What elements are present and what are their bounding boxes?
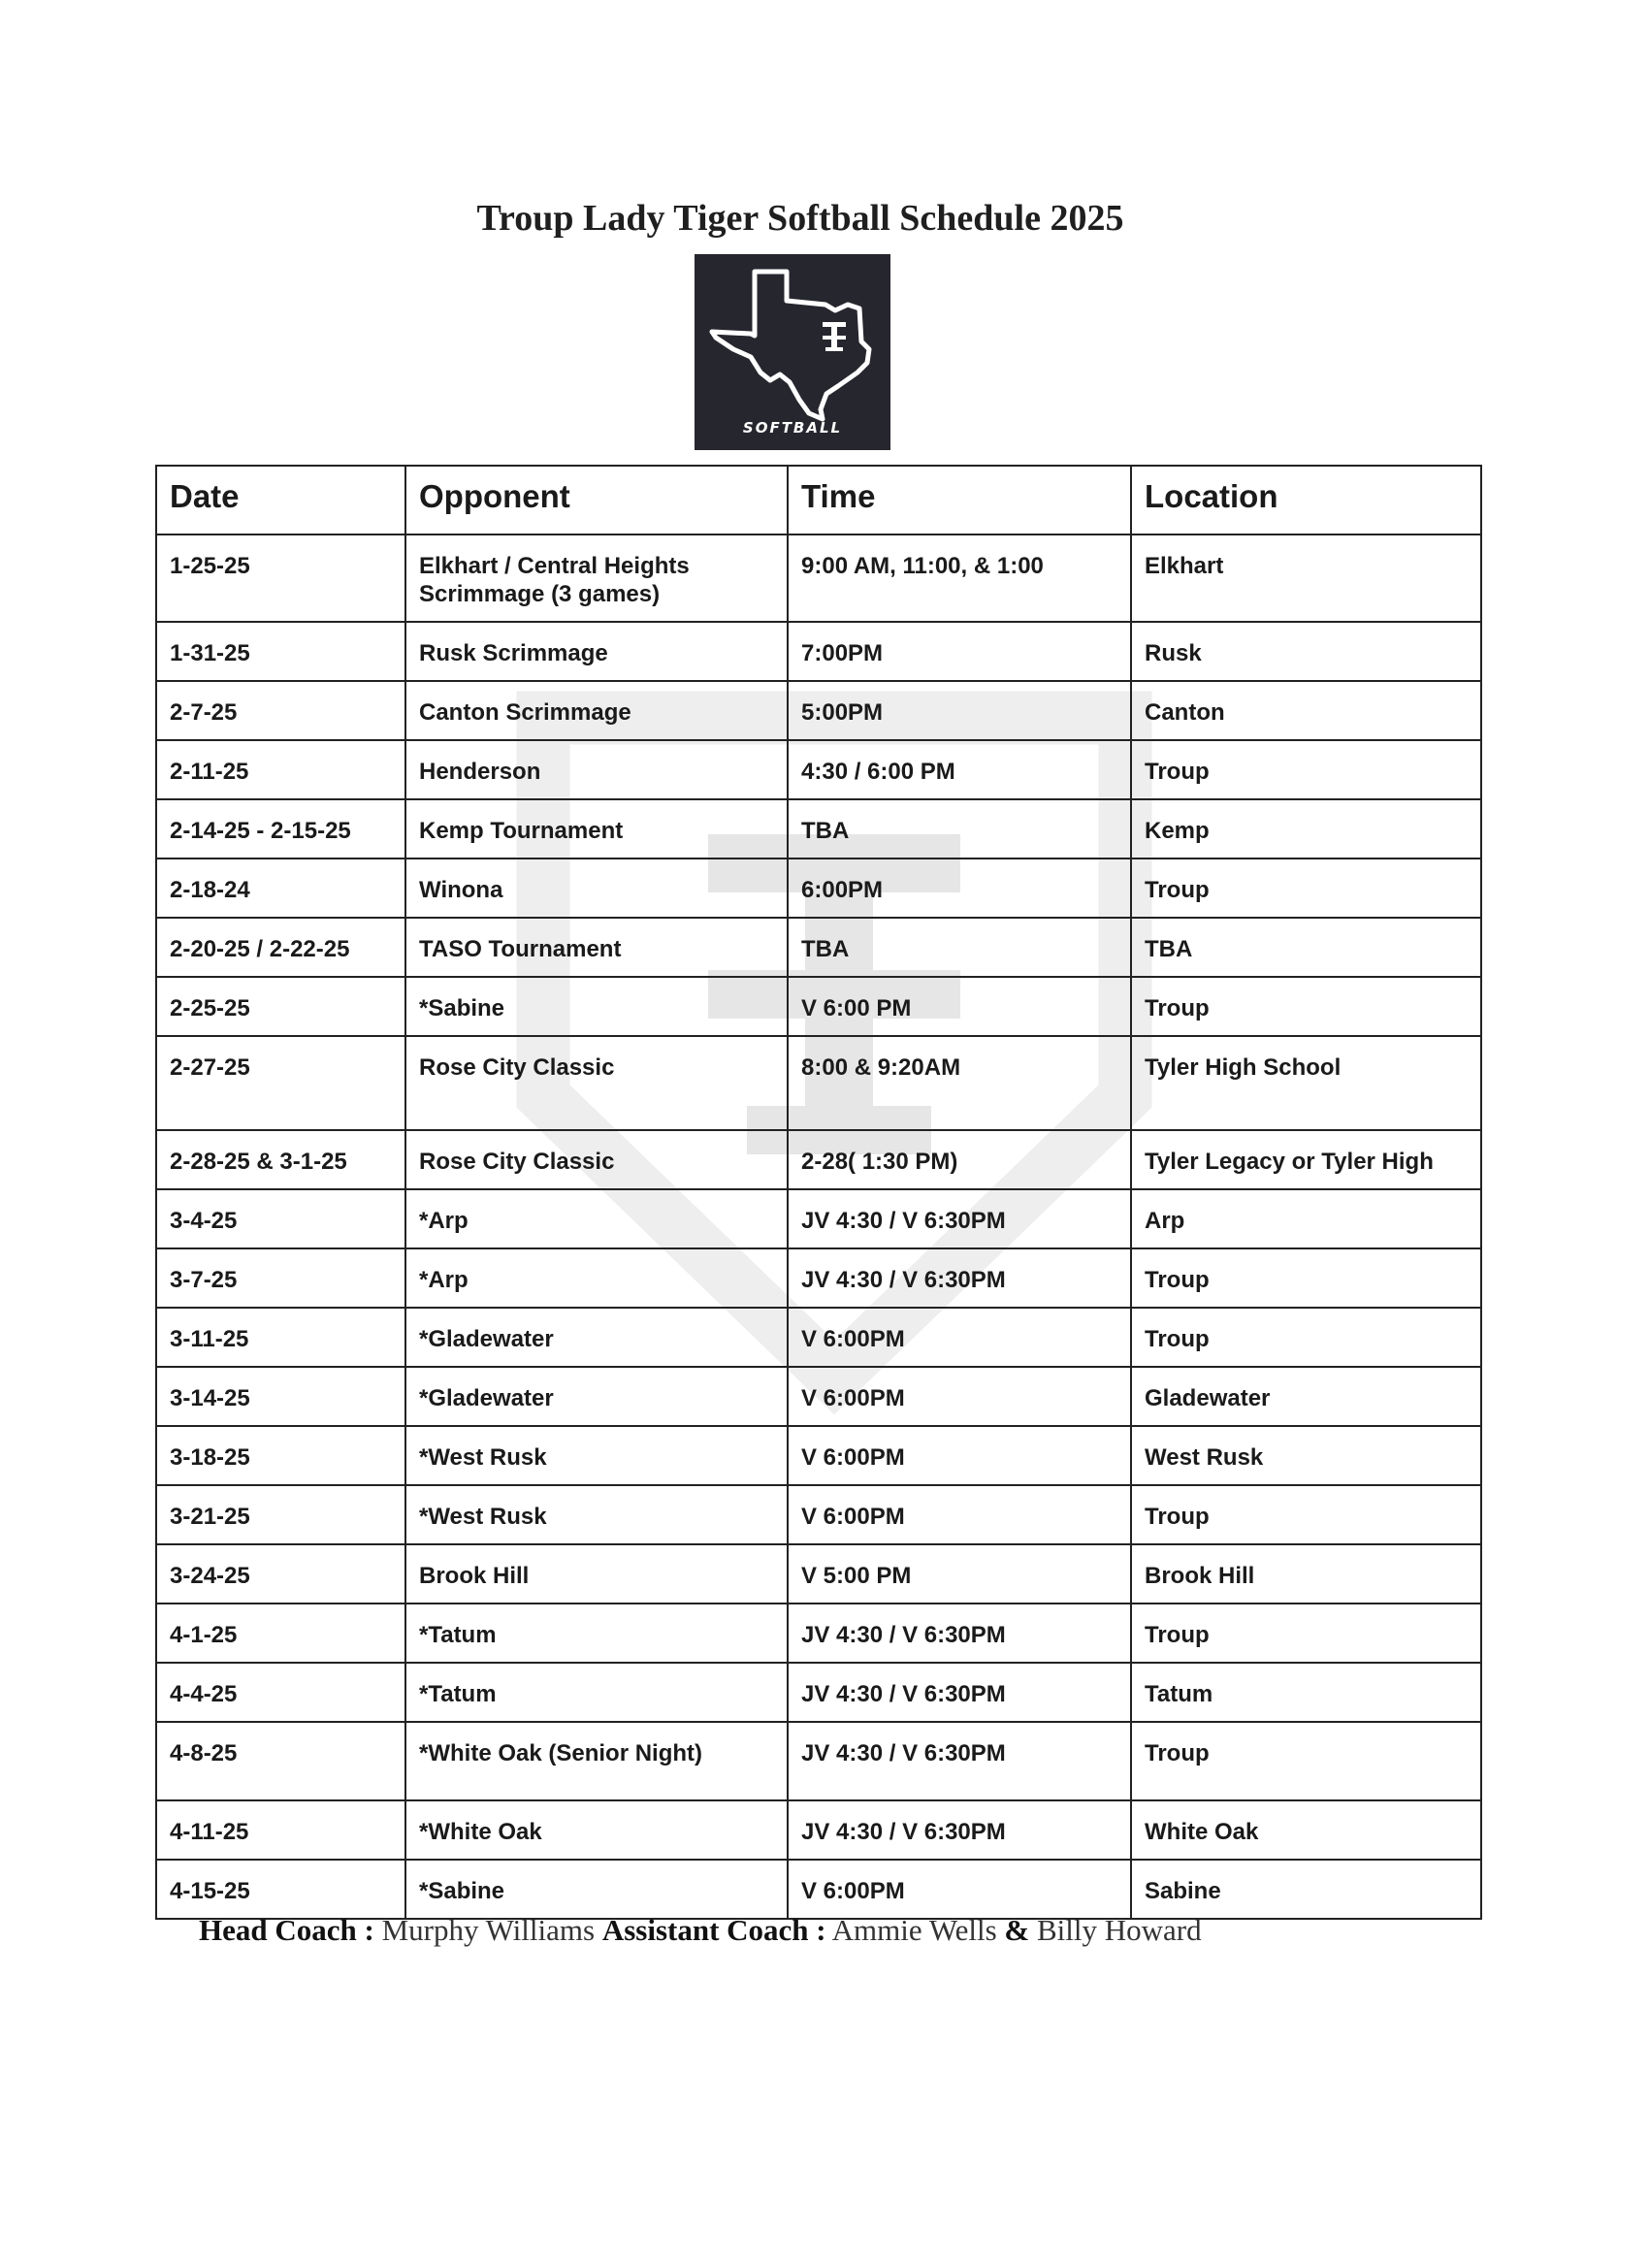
game-opponent: Brook Hill	[405, 1544, 788, 1604]
game-date: 3-7-25	[156, 1248, 405, 1308]
page-title: Troup Lady Tiger Softball Schedule 2025	[476, 198, 1124, 239]
game-time: V 6:00 PM	[788, 977, 1131, 1036]
game-date: 3-14-25	[156, 1367, 405, 1426]
schedule-table	[155, 465, 1482, 1920]
game-date: 4-15-25	[156, 1860, 405, 1919]
table-row	[156, 1860, 1481, 1919]
table-row	[156, 1308, 1481, 1367]
game-opponent: *Arp	[405, 1189, 788, 1248]
game-time: JV 4:30 / V 6:30PM	[788, 1604, 1131, 1663]
game-date: 2-28-25 & 3-1-25	[156, 1130, 405, 1189]
game-time: V 6:00PM	[788, 1426, 1131, 1485]
table-row	[156, 1800, 1481, 1860]
table-row	[156, 799, 1481, 859]
game-opponent: Canton Scrimmage	[405, 681, 788, 740]
game-date: 3-4-25	[156, 1189, 405, 1248]
game-opponent: Rose City Classic	[405, 1130, 788, 1189]
game-location: Troup	[1131, 1722, 1481, 1800]
column-header-location: Location	[1131, 466, 1481, 535]
head-coach-label: Head Coach :	[199, 1913, 374, 1947]
game-time: 2-28( 1:30 PM)	[788, 1130, 1131, 1189]
game-date: 4-8-25	[156, 1722, 405, 1800]
game-location: TBA	[1131, 918, 1481, 977]
game-location: Canton	[1131, 681, 1481, 740]
game-opponent: Rusk Scrimmage	[405, 622, 788, 681]
game-time: 8:00 & 9:20AM	[788, 1036, 1131, 1130]
game-date: 2-20-25 / 2-22-25	[156, 918, 405, 977]
game-date: 4-4-25	[156, 1663, 405, 1722]
game-date: 3-18-25	[156, 1426, 405, 1485]
table-row	[156, 1544, 1481, 1604]
game-time: 6:00PM	[788, 859, 1131, 918]
game-date: 4-11-25	[156, 1800, 405, 1860]
game-location: Brook Hill	[1131, 1544, 1481, 1604]
game-time: 5:00PM	[788, 681, 1131, 740]
game-time: TBA	[788, 918, 1131, 977]
assistant-coach-label: Assistant Coach :	[601, 1913, 826, 1947]
table-row	[156, 918, 1481, 977]
game-time: 9:00 AM, 11:00, & 1:00	[788, 535, 1131, 622]
column-header-date: Date	[156, 466, 405, 535]
game-time: JV 4:30 / V 6:30PM	[788, 1722, 1131, 1800]
game-opponent: *West Rusk	[405, 1426, 788, 1485]
game-location: Troup	[1131, 1485, 1481, 1544]
table-row	[156, 1130, 1481, 1189]
game-opponent: *Gladewater	[405, 1308, 788, 1367]
game-date: 2-18-24	[156, 859, 405, 918]
game-time: JV 4:30 / V 6:30PM	[788, 1663, 1131, 1722]
game-location: Gladewater	[1131, 1367, 1481, 1426]
game-opponent: *Arp	[405, 1248, 788, 1308]
column-header-opponent: Opponent	[405, 466, 788, 535]
table-row	[156, 1367, 1481, 1426]
game-opponent: *White Oak	[405, 1800, 788, 1860]
game-date: 1-31-25	[156, 622, 405, 681]
logo-label: SOFTBALL	[742, 419, 843, 437]
game-location: Troup	[1131, 1248, 1481, 1308]
game-opponent: *White Oak (Senior Night)	[405, 1722, 788, 1800]
game-time: V 6:00PM	[788, 1308, 1131, 1367]
game-time: V 5:00 PM	[788, 1544, 1131, 1604]
game-date: 2-7-25	[156, 681, 405, 740]
game-opponent: Kemp Tournament	[405, 799, 788, 859]
game-date: 2-14-25 - 2-15-25	[156, 799, 405, 859]
game-time: JV 4:30 / V 6:30PM	[788, 1189, 1131, 1248]
game-time: 7:00PM	[788, 622, 1131, 681]
game-date: 4-1-25	[156, 1604, 405, 1663]
game-location: West Rusk	[1131, 1426, 1481, 1485]
game-opponent: Henderson	[405, 740, 788, 799]
game-date: 3-24-25	[156, 1544, 405, 1604]
table-row	[156, 859, 1481, 918]
game-location: Elkhart	[1131, 535, 1481, 622]
table-row	[156, 1722, 1481, 1800]
game-location: Tyler Legacy or Tyler High	[1131, 1130, 1481, 1189]
game-location: Troup	[1131, 977, 1481, 1036]
game-location: Troup	[1131, 1308, 1481, 1367]
game-opponent: *Gladewater	[405, 1367, 788, 1426]
table-row	[156, 681, 1481, 740]
softball-logo	[695, 254, 890, 450]
game-time: 4:30 / 6:00 PM	[788, 740, 1131, 799]
game-opponent: *Sabine	[405, 977, 788, 1036]
game-opponent: *Tatum	[405, 1604, 788, 1663]
game-date: 2-27-25	[156, 1036, 405, 1130]
game-opponent: Rose City Classic	[405, 1036, 788, 1130]
table-row	[156, 1248, 1481, 1308]
table-row	[156, 535, 1481, 622]
table-row	[156, 977, 1481, 1036]
game-location: Troup	[1131, 859, 1481, 918]
assistant-coach-name-2: Billy Howard	[1037, 1913, 1202, 1947]
table-row	[156, 622, 1481, 681]
game-date: 2-11-25	[156, 740, 405, 799]
game-date: 3-11-25	[156, 1308, 405, 1367]
table-row	[156, 1426, 1481, 1485]
game-date: 1-25-25	[156, 535, 405, 622]
game-time: JV 4:30 / V 6:30PM	[788, 1248, 1131, 1308]
table-header-row	[156, 466, 1481, 535]
game-opponent: *Tatum	[405, 1663, 788, 1722]
game-time: TBA	[788, 799, 1131, 859]
game-location: Kemp	[1131, 799, 1481, 859]
head-coach-name: Murphy Williams	[381, 1913, 596, 1947]
game-location: Troup	[1131, 740, 1481, 799]
table-row	[156, 1604, 1481, 1663]
coaches-footer	[199, 1913, 1202, 1948]
game-location: Rusk	[1131, 622, 1481, 681]
table-row	[156, 1663, 1481, 1722]
game-time: V 6:00PM	[788, 1860, 1131, 1919]
game-location: White Oak	[1131, 1800, 1481, 1860]
game-opponent: *West Rusk	[405, 1485, 788, 1544]
game-location: Sabine	[1131, 1860, 1481, 1919]
ampersand: &	[1004, 1913, 1030, 1947]
game-location: Tyler High School	[1131, 1036, 1481, 1130]
table-row	[156, 1036, 1481, 1130]
game-location: Troup	[1131, 1604, 1481, 1663]
game-opponent: Winona	[405, 859, 788, 918]
game-date: 2-25-25	[156, 977, 405, 1036]
table-row	[156, 740, 1481, 799]
game-time: V 6:00PM	[788, 1367, 1131, 1426]
assistant-coach-name: Ammie Wells	[831, 1913, 997, 1947]
game-opponent: TASO Tournament	[405, 918, 788, 977]
game-time: V 6:00PM	[788, 1485, 1131, 1544]
game-date: 3-21-25	[156, 1485, 405, 1544]
game-time: JV 4:30 / V 6:30PM	[788, 1800, 1131, 1860]
table-row	[156, 1485, 1481, 1544]
game-location: Arp	[1131, 1189, 1481, 1248]
game-location: Tatum	[1131, 1663, 1481, 1722]
game-opponent: *Sabine	[405, 1860, 788, 1919]
game-opponent: Elkhart / Central Heights Scrimmage (3 games)	[405, 535, 788, 622]
column-header-time: Time	[788, 466, 1131, 535]
table-row	[156, 1189, 1481, 1248]
